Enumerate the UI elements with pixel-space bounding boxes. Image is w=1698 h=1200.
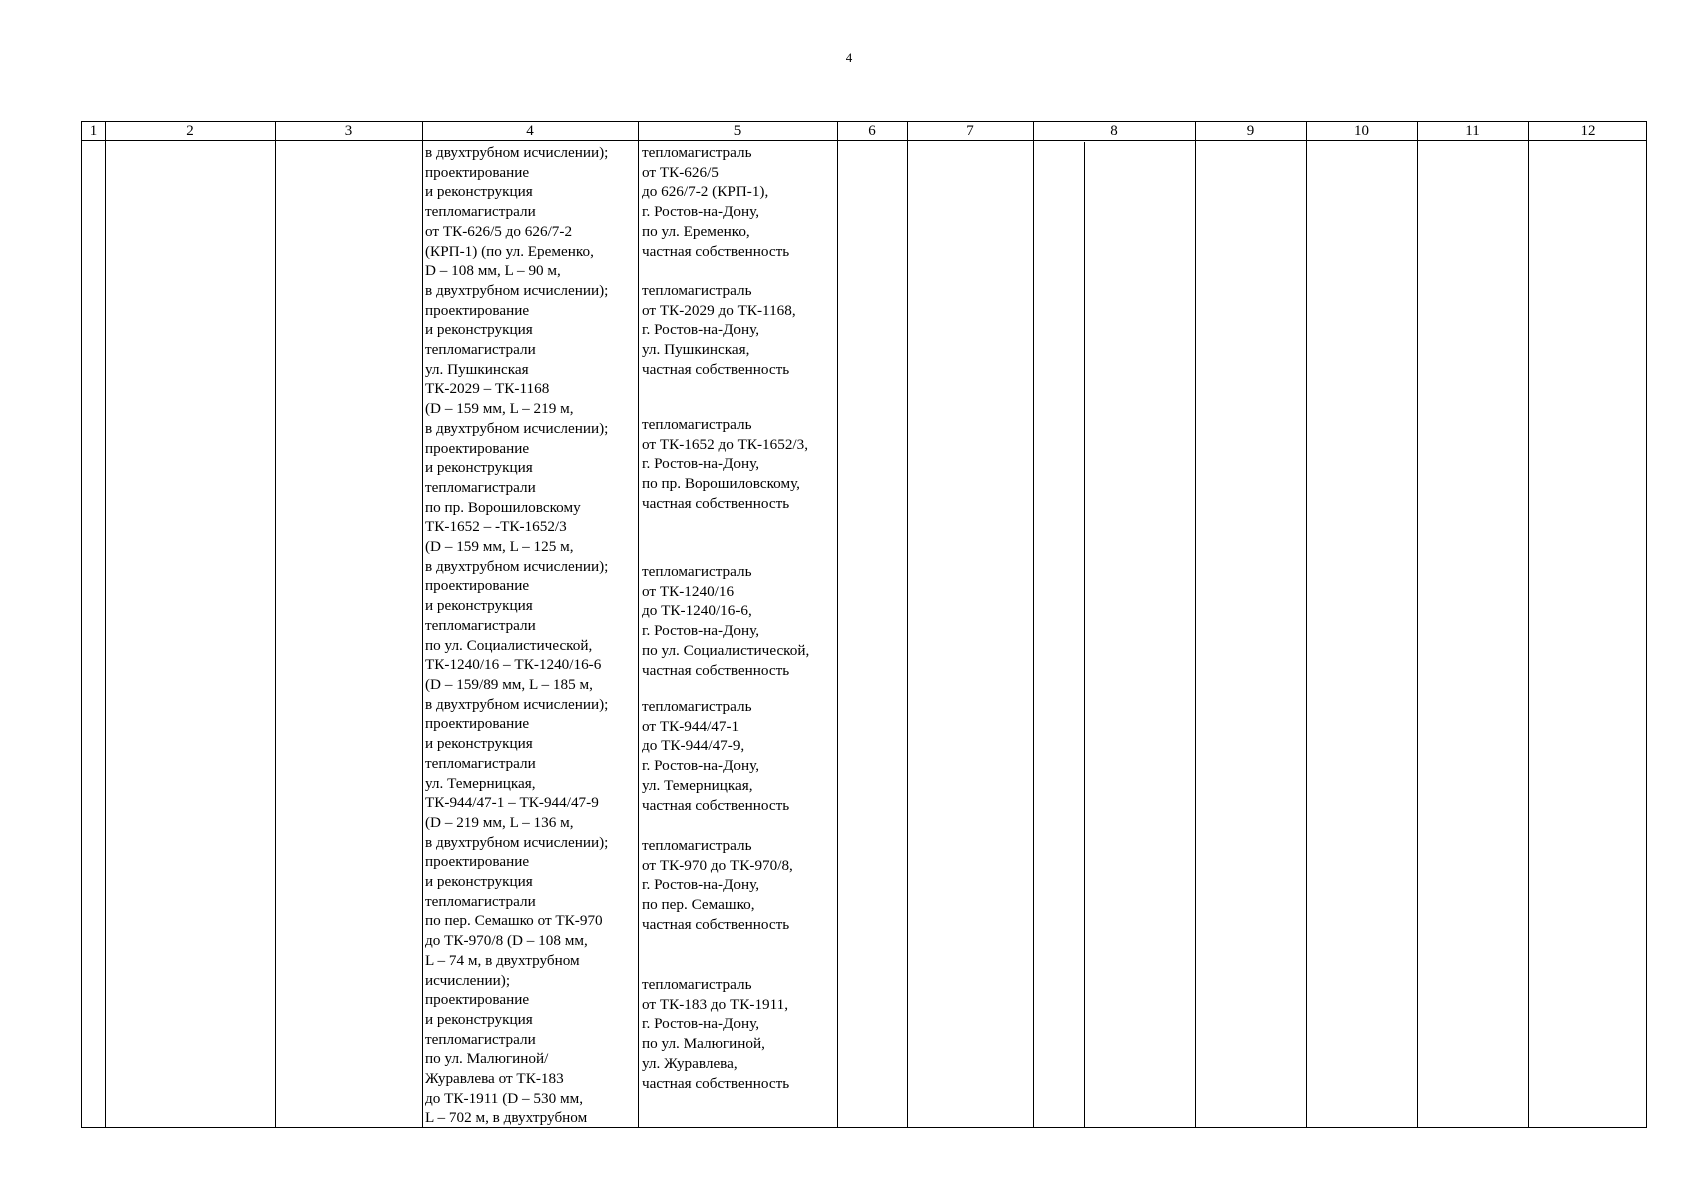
column-header: 10 (1354, 123, 1369, 139)
column-header: 1 (89, 123, 98, 139)
column-header: 4 (526, 123, 534, 139)
column-divider (638, 122, 639, 1127)
column-header: 12 (1580, 123, 1596, 139)
column-divider (275, 122, 276, 1127)
column-header: 8 (1110, 123, 1118, 139)
header-rule (82, 140, 1646, 141)
column-header: 5 (733, 123, 742, 139)
column-5-entry: тепломагистраль от ТК-1652 до ТК-1652/3, г. Ростов-на-Дону, по пр. Ворошиловскому, частная собственность (642, 416, 809, 512)
column-5-entry: тепломагистраль от ТК-626/5 до 626/7-2 (КРП-1), г. Ростов-на-Дону, по ул. Еременко, частная собственность (642, 144, 790, 260)
page-number: 4 (845, 50, 853, 65)
column-header: 2 (186, 123, 194, 139)
column-5-entry: тепломагистраль от ТК-944/47-1 до ТК-944/47-9, г. Ростов-на-Дону, ул. Темерницкая, частная собственность (642, 698, 790, 814)
column-divider (1306, 122, 1307, 1127)
column-header: 6 (868, 123, 876, 139)
column-divider (422, 122, 423, 1127)
column-4-description: в двухтрубном исчислении); проектирование и реконструкция тепломагистрали от ТК-626/5 до 626/7-2 (КРП-1) (по ул. Еременко, D – 108 мм, L – 90 м, в двухтрубном исчислении); проектирование и реконструкция тепломагистрали ул. Пушкинская ТК-2029 – ТК-1168 (D – 159 мм, L – 219 м, в двухтрубном исчислении); проектирование и реконструкция тепломагистрали по пр. Ворошиловскому ТК-1652 – -ТК-1652/3 (D – 159 мм, L – 125 м, в двухтрубном исчислении); проектирование и реконструкция тепломагистрали по ул. Социалистической, ТК-1240/16 – ТК-1240/16-6 (D – 159/89 мм, L – 185 м, в двухтрубном исчислении); проектирование и реконструкция тепломагистрали ул. Темерницкая, ТК-944/47-1 – ТК-944/47-9 (D – 219 мм, L – 136 м, в двухтрубном исчислении); проектирование и реконструкция тепломагистрали по пер. Семашко от ТК-970 до ТК-970/8 (D – 108 мм, L – 74 м, в двухтрубном исчислении); проектирование и реконструкция тепломагистрали по ул. Малюгиной/ Журавлева от ТК-183 до ТК-1911 (D – 530 мм, L – 702 м, в двухтрубном (425, 144, 609, 1127)
column-divider (1417, 122, 1418, 1127)
column-divider (837, 122, 838, 1127)
column-header: 3 (344, 123, 353, 139)
document-table (81, 121, 1647, 1128)
column-header: 11 (1465, 123, 1480, 139)
column-5-entry: тепломагистраль от ТК-970 до ТК-970/8, г. Ростов-на-Дону, по пер. Семашко, частная собственность (642, 837, 793, 933)
column-8-subdivider (1084, 142, 1085, 1127)
column-divider (1195, 122, 1196, 1127)
column-header: 7 (966, 123, 974, 139)
column-divider (1528, 122, 1529, 1127)
column-divider (105, 122, 106, 1127)
column-5-entry: тепломагистраль от ТК-1240/16 до ТК-1240/16-6, г. Ростов-на-Дону, по ул. Социалистической, частная собственность (642, 563, 810, 679)
column-5-entry: тепломагистраль от ТК-2029 до ТК-1168, г. Ростов-на-Дону, ул. Пушкинская, частная собственность (642, 282, 796, 378)
column-header: 9 (1246, 123, 1255, 139)
column-divider (907, 122, 908, 1127)
column-divider (1033, 122, 1034, 1127)
column-5-entry: тепломагистраль от ТК-183 до ТК-1911, г. Ростов-на-Дону, по ул. Малюгиной, ул. Журавлева, частная собственность (642, 976, 790, 1092)
